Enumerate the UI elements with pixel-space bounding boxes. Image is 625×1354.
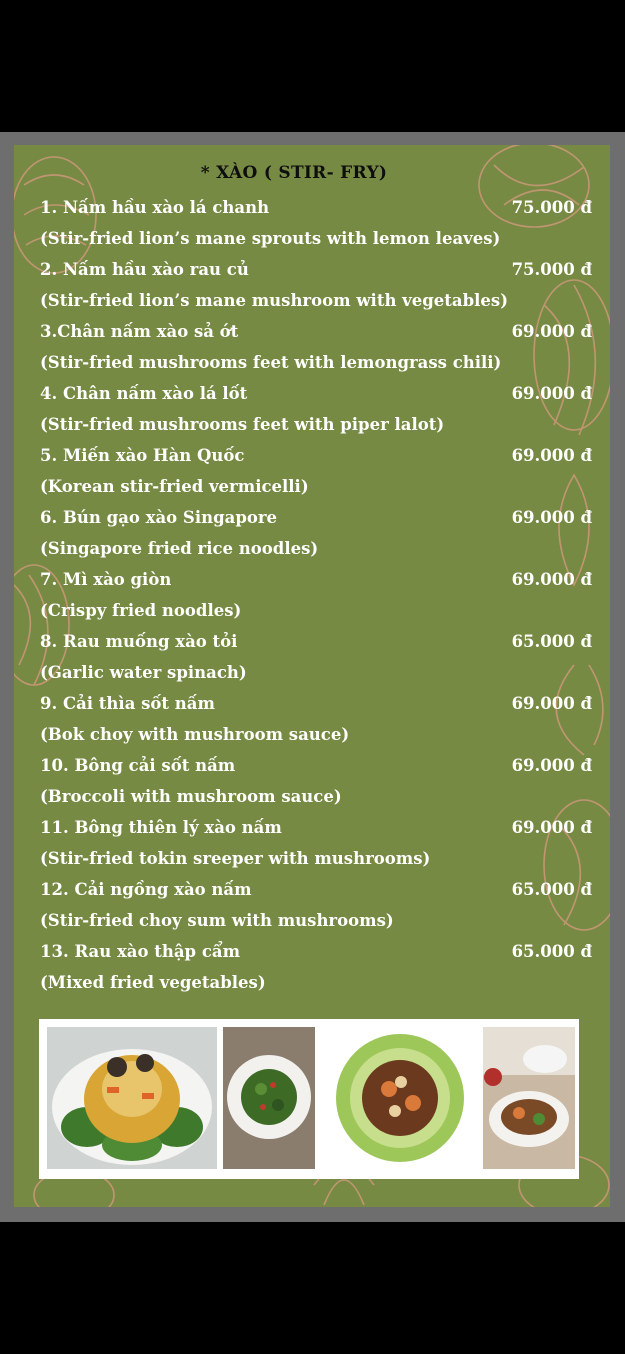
item-price: 69.000 đ xyxy=(511,446,592,465)
menu-item-4-description xyxy=(40,409,592,440)
item-name: 13. Rau xào thập cẩm xyxy=(40,942,241,961)
menu-item-13-description xyxy=(40,967,592,998)
menu-item-2-description xyxy=(40,285,592,316)
bok-choy-mushroom-photo xyxy=(329,1027,471,1169)
menu-item-2 xyxy=(40,254,592,285)
item-name: 9. Cải thìa sốt nấm xyxy=(40,694,215,713)
item-name: 5. Miến xào Hàn Quốc xyxy=(40,446,245,465)
menu-item-9 xyxy=(40,688,592,719)
item-english-name: (Stir-fried mushrooms feet with piper lalot) xyxy=(40,415,445,434)
menu-item-7-description xyxy=(40,595,592,626)
item-english-name: (Broccoli with mushroom sauce) xyxy=(40,787,342,806)
item-name: 3.Chân nấm xào sả ớt xyxy=(40,322,239,341)
item-price: 69.000 đ xyxy=(511,570,592,589)
item-english-name: (Stir-fried mushrooms feet with lemongrass chili) xyxy=(40,353,502,372)
menu-item-4 xyxy=(40,378,592,409)
item-english-name: (Stir-fried tokin sreeper with mushrooms) xyxy=(40,849,431,868)
water-spinach-photo xyxy=(223,1027,315,1169)
item-english-name: (Singapore fried rice noodles) xyxy=(40,539,319,558)
menu-item-11 xyxy=(40,812,592,843)
item-price: 69.000 đ xyxy=(511,694,592,713)
menu-item-8 xyxy=(40,626,592,657)
item-name: 4. Chân nấm xào lá lốt xyxy=(40,384,248,403)
menu-item-6 xyxy=(40,502,592,533)
item-name: 8. Rau muống xào tỏi xyxy=(40,632,238,651)
item-price: 69.000 đ xyxy=(511,384,592,403)
menu-item-5 xyxy=(40,440,592,471)
item-price: 65.000 đ xyxy=(511,880,592,899)
dish-photo-strip xyxy=(39,1019,579,1179)
item-english-name: (Garlic water spinach) xyxy=(40,663,247,682)
menu-item-1-description xyxy=(40,223,592,254)
menu-item-3-description xyxy=(40,347,592,378)
menu-item-7 xyxy=(40,564,592,595)
item-name: 2. Nấm hầu xào rau củ xyxy=(40,260,249,279)
item-english-name: (Stir-fried lion’s mane sprouts with lemon leaves) xyxy=(40,229,501,248)
item-english-name: (Korean stir-fried vermicelli) xyxy=(40,477,309,496)
item-english-name: (Crispy fried noodles) xyxy=(40,601,242,620)
menu-item-8-description xyxy=(40,657,592,688)
menu-item-10-description xyxy=(40,781,592,812)
item-price: 65.000 đ xyxy=(511,632,592,651)
menu-item-3 xyxy=(40,316,592,347)
menu-item-11-description xyxy=(40,843,592,874)
menu-item-12-description xyxy=(40,905,592,936)
item-name: 7. Mì xào giòn xyxy=(40,570,172,589)
item-english-name: (Stir-fried lion’s mane mushroom with vegetables) xyxy=(40,291,509,310)
item-english-name: (Mixed fried vegetables) xyxy=(40,973,266,992)
item-english-name: (Bok choy with mushroom sauce) xyxy=(40,725,350,744)
item-price: 75.000 đ xyxy=(511,260,592,279)
item-price: 65.000 đ xyxy=(511,942,592,961)
item-price: 69.000 đ xyxy=(511,756,592,775)
item-price: 75.000 đ xyxy=(511,198,592,217)
item-name: 1. Nấm hầu xào lá chanh xyxy=(40,198,270,217)
menu-item-10 xyxy=(40,750,592,781)
menu-page xyxy=(14,145,610,1207)
menu-item-9-description xyxy=(40,719,592,750)
item-price: 69.000 đ xyxy=(511,322,592,341)
menu-item-12 xyxy=(40,874,592,905)
crispy-noodles-photo xyxy=(47,1027,217,1169)
item-english-name: (Stir-fried choy sum with mushrooms) xyxy=(40,911,394,930)
item-price: 69.000 đ xyxy=(511,508,592,527)
menu-item-1 xyxy=(40,192,592,223)
item-name: 6. Bún gạo xào Singapore xyxy=(40,508,278,527)
section-title: * XÀO ( STIR- FRY) xyxy=(200,163,388,183)
menu-item-13 xyxy=(40,936,592,967)
item-name: 10. Bông cải sốt nấm xyxy=(40,756,236,775)
item-price: 69.000 đ xyxy=(511,818,592,837)
mixed-vegetables-photo xyxy=(483,1027,575,1169)
menu-item-5-description xyxy=(40,471,592,502)
menu-item-6-description xyxy=(40,533,592,564)
item-name: 11. Bông thiên lý xào nấm xyxy=(40,818,282,837)
item-name: 12. Cải ngồng xào nấm xyxy=(40,880,252,899)
menu-item-list xyxy=(40,192,592,998)
